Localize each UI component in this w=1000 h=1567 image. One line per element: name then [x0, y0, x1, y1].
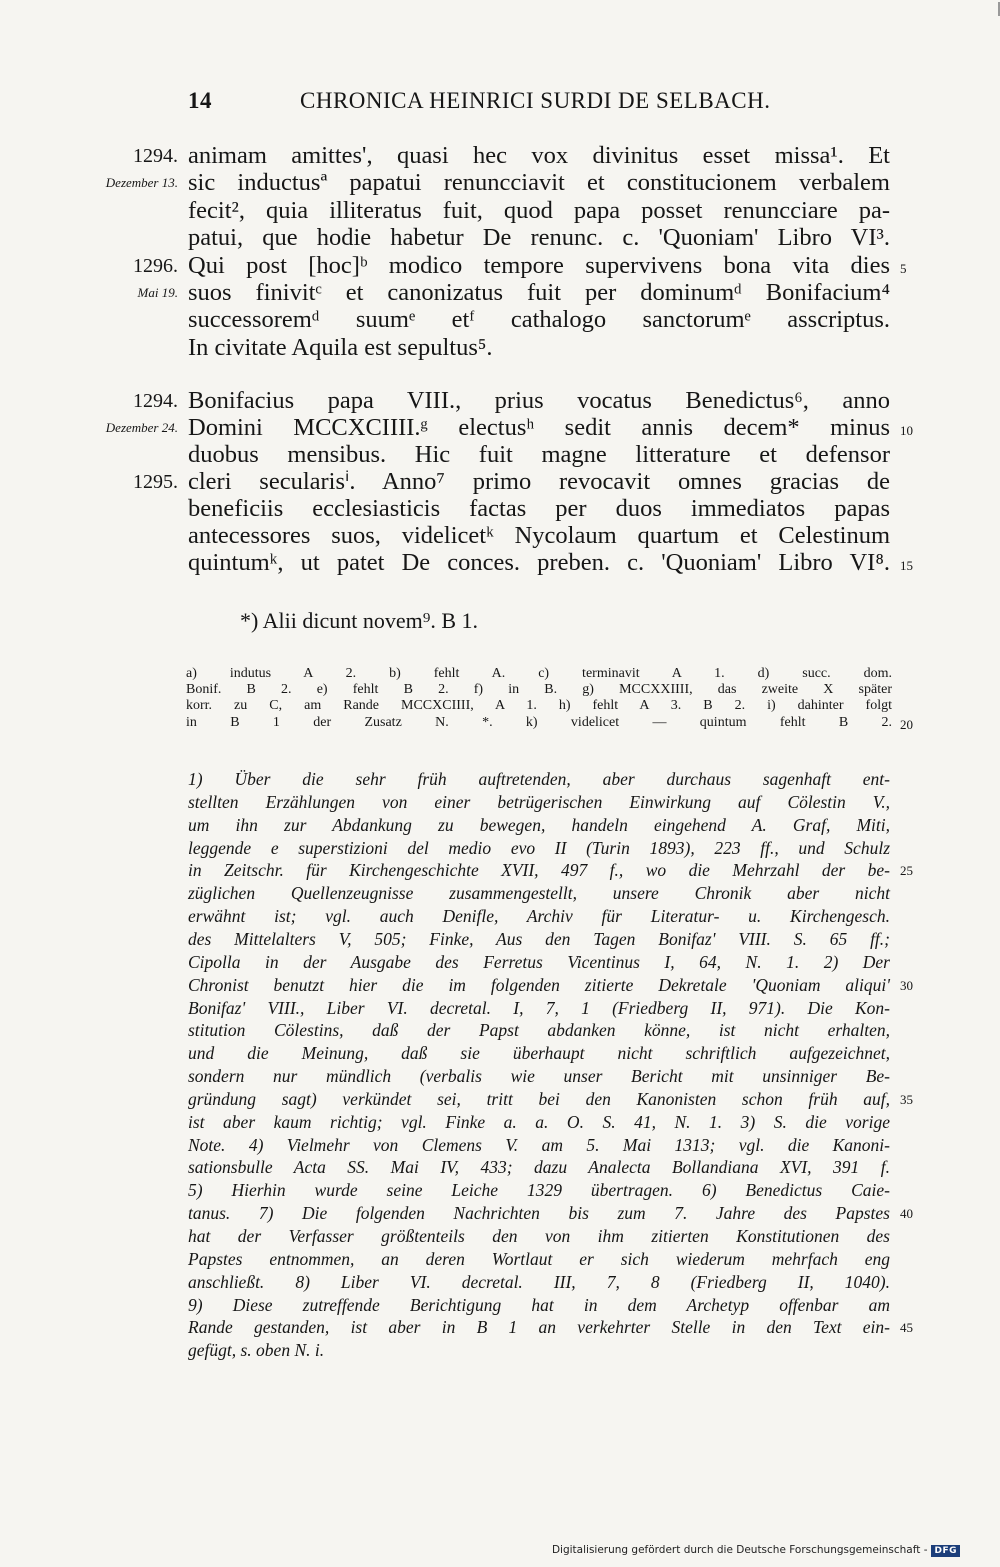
line-number: 35	[900, 1091, 913, 1107]
text-line: Note. 4) Vielmehr von Clemens V. am 5. Mai 1313; vgl. die Kanoni-	[188, 1134, 890, 1155]
text-line: animam amittes', quasi hec vox divinitus esset missa¹. Et	[188, 142, 890, 169]
text-line: gefügt, s. oben N. i.	[188, 1340, 325, 1361]
text-line: successoremᵈ suumᵉ etᶠ cathalogo sanctorumᵉ asscriptus.	[188, 306, 890, 334]
text-line: sondern nur mündlich (verbalis wie unser Bericht mit unsinniger Be-	[188, 1066, 890, 1087]
text-line: Papstes entnommen, an deren Wortlaut er sich wiederum mehrfach eng	[188, 1248, 890, 1269]
line-number: 5	[900, 260, 907, 276]
credit-text: Digitalisierung gefördert durch die Deutsche Forschungsgemeinschaft -	[551, 1544, 928, 1556]
text-line: Rande gestanden, ist aber in B 1 an verkehrter Stelle in den Text ein-	[188, 1317, 890, 1338]
text-line: und die Meinung, daß sie überhaupt nicht schriftlich aufgezeichnet,	[188, 1043, 890, 1064]
marginal-date: Dezember 13.	[105, 175, 178, 191]
text-line: Bonifacius papa VIII., prius vocatus Benedictus⁶, anno	[188, 387, 890, 414]
text-line: hat der Verfasser größtenteils den von ihm zitierten Konstitutionen des	[188, 1226, 890, 1246]
text-line: korr. zu C, am Rande MCCXCIIII, A 1. h) fehlt A 3. B 2. i) dahinter folgt	[186, 698, 892, 714]
marginal-year: 1294.	[133, 145, 178, 167]
text-line: In civitate Aquila est sepultus⁵.	[188, 333, 493, 361]
text-line: antecessores suos, videlicetᵏ Nycolaum quartum et Celestinum	[188, 522, 890, 549]
text-line: Bonifaz' VIII., Liber VI. decretal. I, 7, 1 (Friedberg II, 971). Die Kon-	[188, 997, 890, 1018]
text-line: erwähnt ist; vgl. auch Denifle, Archiv für Literatur- u. Kirchengesch.	[188, 906, 890, 927]
text-line: Bonif. B 2. e) fehlt B 2. f) in B. g) MCCXXIIII, das zweite X später	[186, 682, 892, 698]
text-line: ist aber kaum richtig; vgl. Finke a. a. O. S. 41, N. 1. 3) S. die vorige	[188, 1111, 890, 1132]
text-line: duobus mensibus. Hic fuit magne litterature et defensor	[188, 441, 890, 468]
marginal-year: 1295.	[133, 471, 178, 493]
text-line: fecit², quia illiteratus fuit, quod papa posset renuncciare pa-	[188, 196, 890, 224]
text-line: 1) Über die sehr früh auftretenden, aber durchaus sagenhaft ent-	[188, 769, 890, 789]
text-line: anschließt. 8) Liber VI. decretal. III, 7, 8 (Friedberg II, 1040).	[188, 1271, 890, 1292]
marginal-year: 1296.	[133, 254, 178, 277]
text-line: 9) Diese zutreffende Berichtigung hat in dem Archetyp offenbar am	[188, 1294, 890, 1315]
text-line: sationsbulle Acta SS. Mai IV, 433; dazu Analecta Bollandiana XVI, 391 f.	[188, 1157, 890, 1178]
dfg-logo: DFG	[931, 1545, 960, 1557]
line-number: 15	[900, 558, 913, 573]
text-line: suos finivitᶜ et canonizatus fuit per dominumᵈ Bonifacium⁴	[188, 279, 890, 306]
text-line: Domini MCCXCIIII.ᵍ electusʰ sedit annis decem* minus	[188, 414, 890, 441]
text-line: um ihn zur Abdankung zu bewegen, handeln eingehend A. Graf, Miti,	[188, 814, 890, 835]
text-line: cleri secularisⁱ. Anno⁷ primo revocavit omnes gracias de	[188, 468, 890, 495]
text-line: des Mittelalters V, 505; Finke, Aus den Tagen Bonifaz' VIII. S. 65 ff.;	[188, 928, 890, 949]
page-header	[188, 88, 888, 118]
text-line: a) indutus A 2. b) fehlt A. c) terminavit A 1. d) succ. dom.	[186, 666, 892, 681]
line-number: 25	[900, 863, 913, 879]
text-line: in Zeitschr. für Kirchengeschichte XVII, 497 f., wo die Mehrzahl der be-	[188, 860, 890, 881]
text-line: tanus. 7) Die folgenden Nachrichten bis zum 7. Jahre des Papstes	[188, 1203, 890, 1224]
page-number: 14	[188, 88, 212, 113]
text-line: beneficiis ecclesiasticis factas per duos immediatos papas	[188, 495, 890, 522]
marginal-year: 1294.	[133, 390, 178, 412]
line-number: 40	[900, 1206, 913, 1222]
running-title: CHRONICA HEINRICI SURDI DE SELBACH.	[300, 88, 771, 113]
text-line: quintumᵏ, ut patet De conces. preben. c. 'Quoniam' Libro VI⁸.	[188, 549, 890, 576]
line-number: 20	[900, 716, 913, 732]
text-line: Chronist benutzt hier die im folgenden zitierte Dekretale 'Quoniam aliqui'	[188, 974, 890, 995]
text-line: sic inductusª papatui renuncciavit et constitucionem verbalem	[188, 169, 890, 197]
text-line: patui, que hodie habetur De renunc. c. 'Quoniam' Libro VI³.	[188, 224, 890, 252]
text-line: Cipolla in der Ausgabe des Ferretus Vicentinus I, 64, N. 1. 2) Der	[188, 951, 890, 972]
line-number: 10	[900, 423, 913, 438]
line-number: 45	[900, 1320, 913, 1336]
text-line: züglichen Quellenzeugnisse zusammengestellt, unsere Chronik aber nicht	[188, 883, 890, 904]
star-note: *) Alii dicunt novem⁹. B 1.	[240, 608, 479, 633]
text-line: stellten Erzählungen von einer betrügerischen Einwirkung auf Cölestin V.,	[188, 791, 890, 812]
text-line: gründung sagt) verkündet sei, tritt bei den Kanonisten schon früh auf,	[188, 1088, 890, 1109]
text-line: Qui post [hoc]ᵇ modico tempore supervivens bona vita dies	[188, 251, 890, 279]
text-line: 5) Hierhin wurde seine Leiche 1329 übertragen. 6) Benedictus Caie-	[188, 1180, 890, 1201]
digitization-credit	[552, 1544, 960, 1557]
line-number: 30	[900, 977, 913, 993]
text-line: in B 1 der Zusatz N. *. k) videlicet — quintum fehlt B 2.	[186, 714, 892, 730]
text-line: stitution Cölestins, daß der Papst abdanken könne, ist nicht erhalten,	[188, 1020, 890, 1041]
marginal-date: Mai 19.	[137, 285, 178, 300]
marginal-date: Dezember 24.	[105, 420, 178, 435]
text-line: leggende e superstizioni del medio evo II (Turin 1893), 223 ff., und Schulz	[188, 837, 890, 858]
